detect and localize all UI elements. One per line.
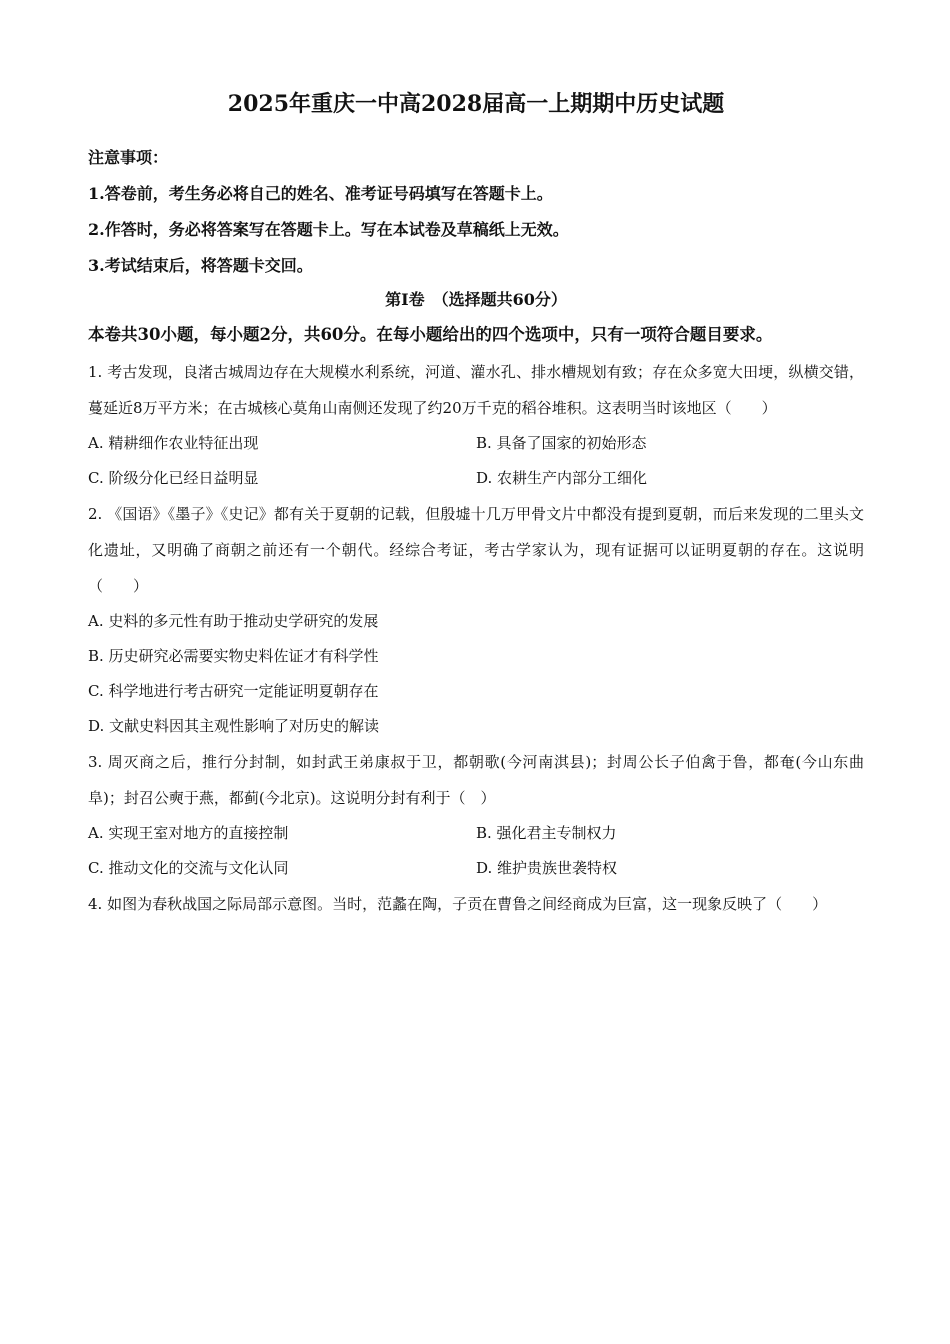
note-item: 2.作答时，务必将答案写在答题卡上。写在本试卷及草稿纸上无效。 [88,220,569,239]
question-stem: 2. 《国语》《墨子》《史记》都有关于夏朝的记载，但殷墟十几万甲骨文片中都没有提到夏朝，而后来发现的二里头文化遗址，又明确了商朝之前还有一个朝代。经综合考证，考古学家认为，现有证据可以证明夏朝的存在。这说明（ ） [88,505,864,595]
notes-heading: 注意事项： [88,148,169,167]
section-intro: 本卷共30小题，每小题2分，共60分。在每小题给出的四个选项中，只有一项符合题目要求。 [88,325,773,344]
question-3 [88,744,864,886]
option-d: D. 维护贵族世袭特权 [476,859,618,877]
options [88,816,864,886]
option-c: C. 科学地进行考古研究一定能证明夏朝存在 [88,682,379,700]
option-d: D. 农耕生产内部分工细化 [476,469,648,487]
option-c: C. 推动文化的交流与文化认同 [88,859,289,877]
option-b: B. 历史研究必需要实物史料佐证才有科学性 [88,647,379,665]
option-b: B. 具备了国家的初始形态 [476,434,647,452]
question-1 [88,354,864,496]
option-d: D. 文献史料因其主观性影响了对历史的解读 [88,717,380,735]
option-b: B. 强化君主专制权力 [476,824,617,842]
section-title: 第Ⅰ卷 （选择题共60分） [385,290,567,309]
option-a: A. 实现王室对地方的直接控制 [88,824,289,842]
question-4 [88,886,864,922]
question-stem: 4. 如图为春秋战国之际局部示意图。当时，范蠡在陶，子贡在曹鲁之间经商成为巨富，这一现象反映了（ ） [88,895,828,913]
question-stem: 1. 考古发现，良渚古城周边存在大规模水利系统，河道、灌水孔、排水槽规划有致；存在众多宽大田埂，纵横交错，蔓延近8万平方米；在古城核心莫角山南侧还发现了约20万千克的稻谷堆积。这表明当时该地区（ ） [88,363,864,417]
option-a: A. 史料的多元性有助于推动史学研究的发展 [88,612,379,630]
note-item: 3.考试结束后，将答题卡交回。 [88,256,313,275]
exam-page [88,84,864,922]
question-stem: 3. 周灭商之后，推行分封制，如封武王弟康叔于卫，都朝歌(今河南淇县)；封周公长子伯禽于鲁，都奄(今山东曲阜)；封召公奭于燕，都蓟(今北京)。这说明分封有利于（ ） [88,753,864,807]
exam-title: 2025年重庆一中高2028届高一上期期中历史试题 [227,91,725,117]
option-c: C. 阶级分化已经日益明显 [88,469,259,487]
options [88,426,864,496]
question-2 [88,496,864,744]
option-a: A. 精耕细作农业特征出现 [88,434,259,452]
note-item: 1.答卷前，考生务必将自己的姓名、准考证号码填写在答题卡上。 [88,184,553,203]
options [88,604,864,744]
